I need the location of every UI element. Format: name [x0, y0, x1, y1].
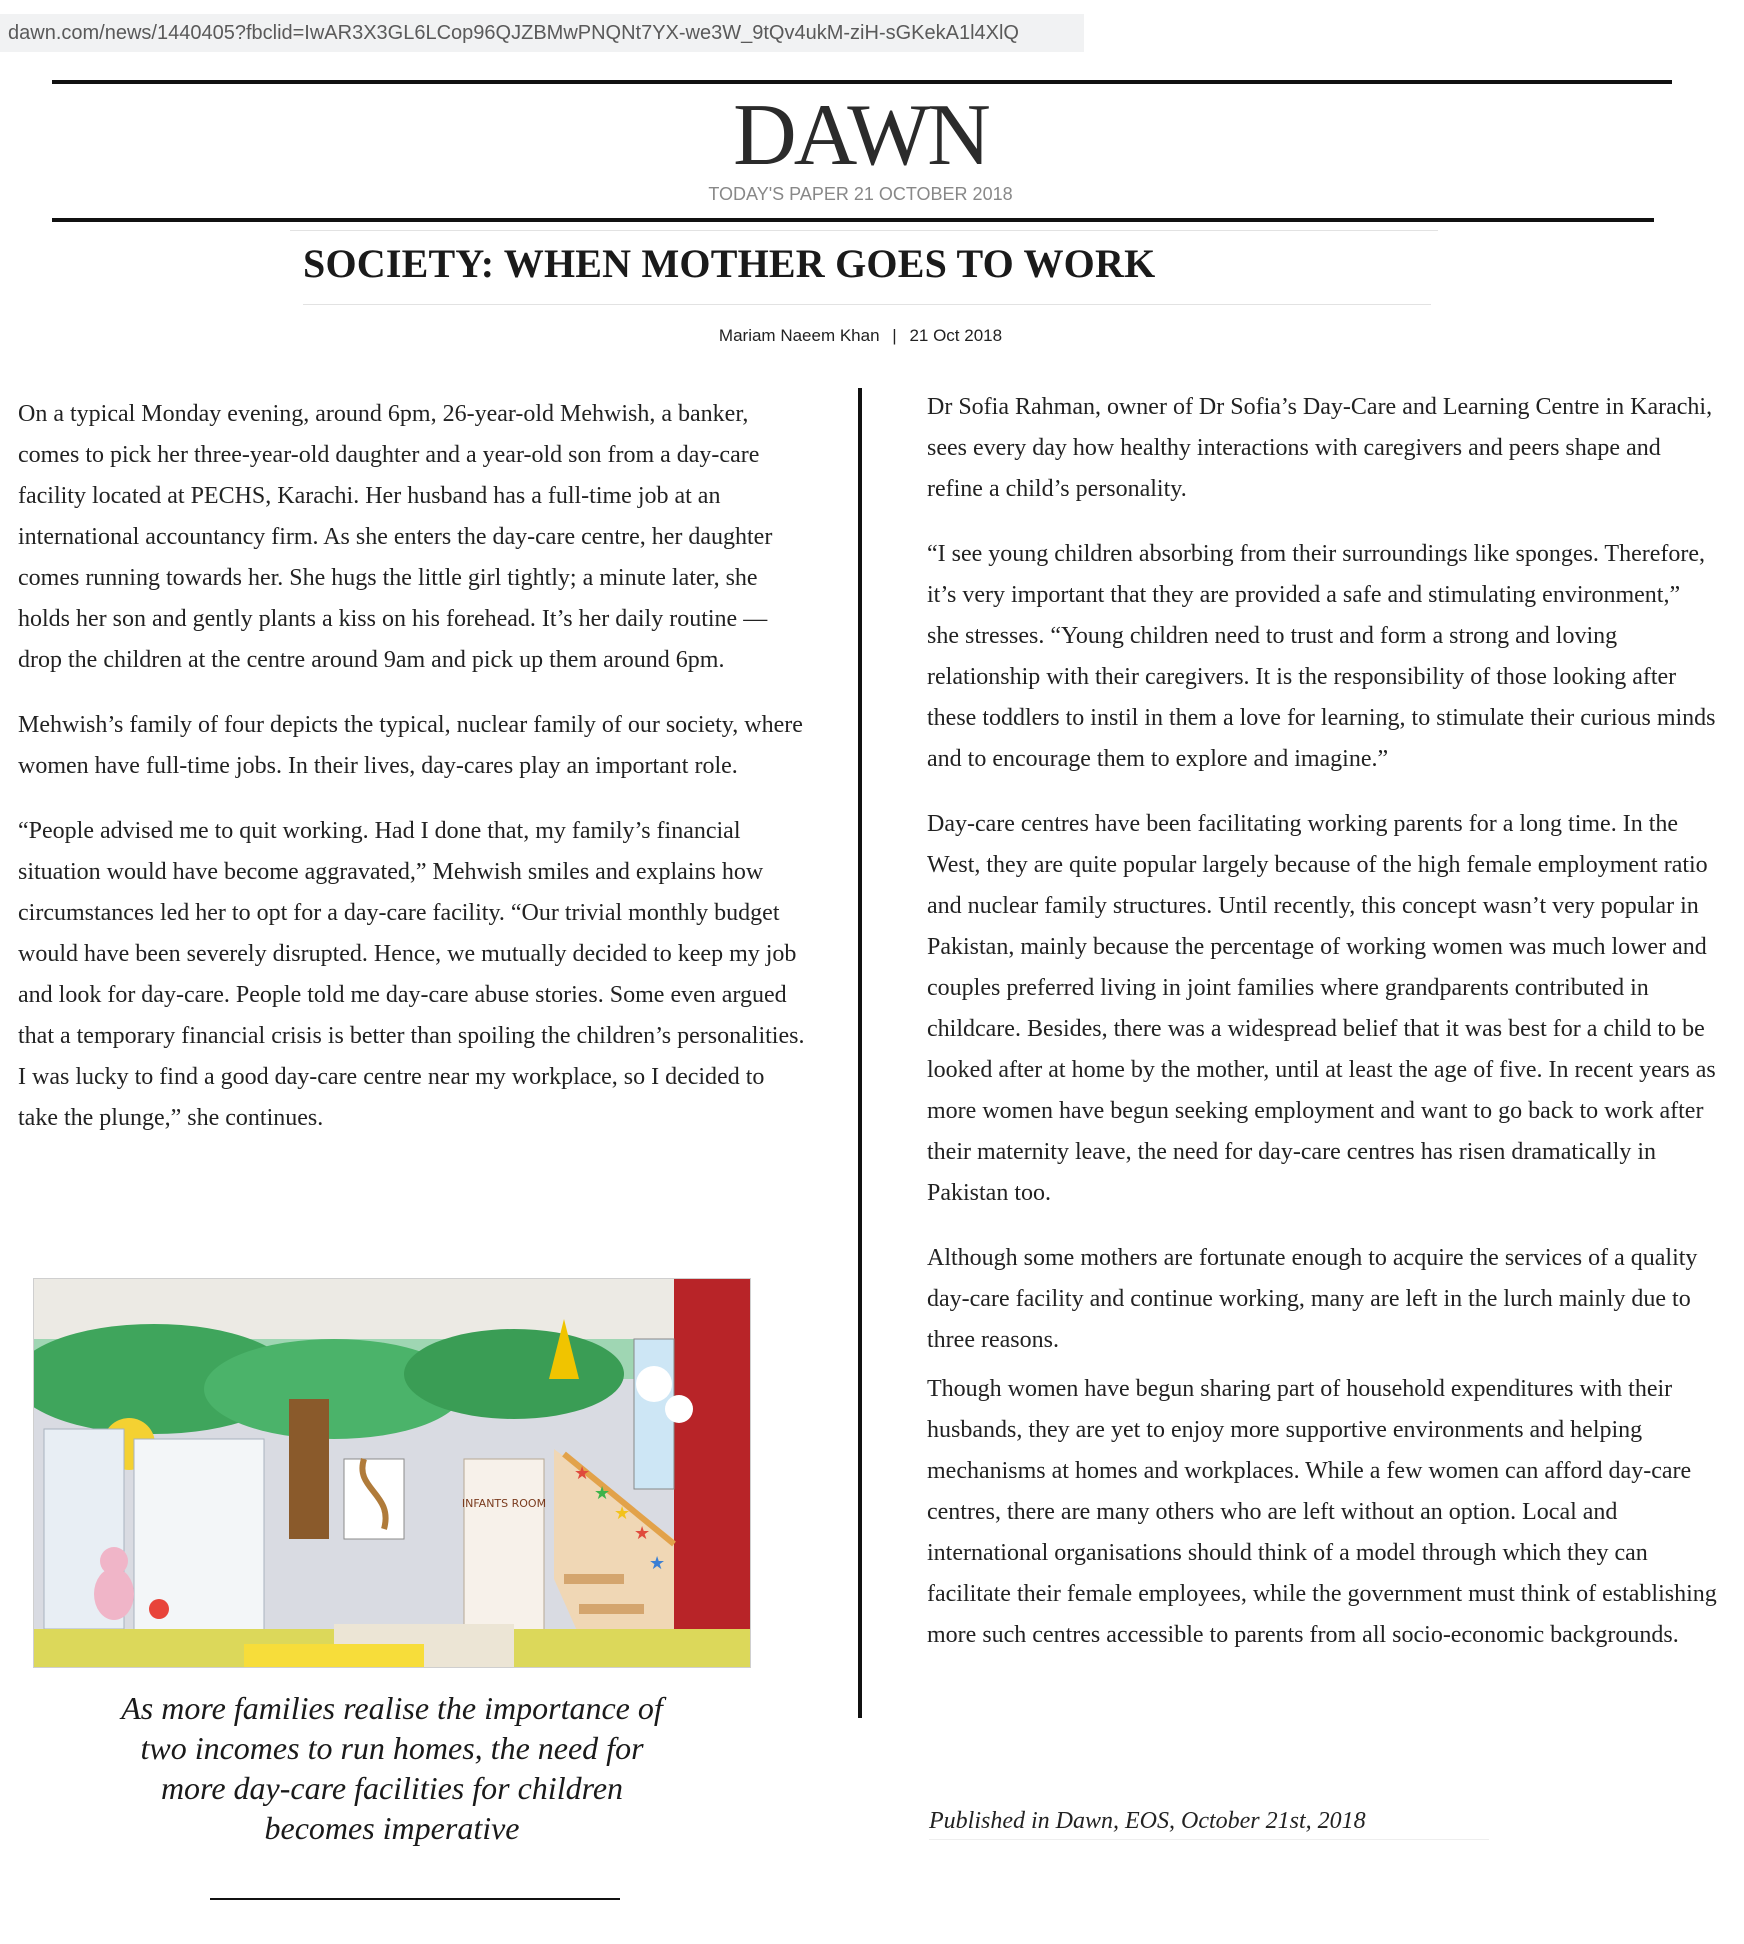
daycare-room-illustration: [34, 1279, 751, 1668]
address-bar[interactable]: [0, 14, 1084, 52]
svg-text:★: ★: [594, 1483, 611, 1504]
svg-text:★: ★: [649, 1553, 666, 1574]
door-sign-text: INFANTS ROOM: [461, 1497, 547, 1510]
pull-quote: As more families realise the importance of two incomes to run homes, the need for more day-care facilities for children becomes imperative: [121, 1690, 663, 1846]
paragraph: Though women have begun sharing part of household expenditures with their husbands, they are yet to enjoy more supportive environments and helping mechanisms at homes and workplaces. While a few women can afford day-care centres, there are many others who are left without an option. Local and international organisations should think of a model through which they can facilitate their female employees, while the government must think of establishing more such centres accessible to parents from all socio-economic backgrounds.: [927, 1376, 1717, 1648]
article-left-column: [18, 394, 808, 1163]
masthead-bottom-rule: [52, 218, 1654, 222]
daycare-photo: [33, 1278, 751, 1668]
svg-text:★: ★: [574, 1463, 591, 1484]
published-note: Published in Dawn, EOS, October 21st, 2018: [929, 1808, 1489, 1840]
article-headline: SOCIETY: WHEN MOTHER GOES TO WORK: [303, 241, 1156, 286]
paragraph: “I see young children absorbing from their surroundings like sponges. Therefore, it’s very important that they are provided a safe and stimulating environment,” she stresses. “Young children need to trust and form a strong and loving relationship with their caregivers. It is the responsibility of those looking after these toddlers to instil in them a love for learning, to stimulate their curious minds and to encourage them to explore and imagine.”: [927, 541, 1716, 772]
top-rule: [52, 80, 1672, 84]
paragraph: Day-care centres have been facilitating working parents for a long time. In the West, they are quite popular largely because of the high female employment ratio and nuclear family structures. Until recently, this concept wasn’t very popular in Pakistan, mainly because the percentage of working women was much lower and couples preferred living in joint families where grandparents contributed in childcare. Besides, there was a widespread belief that it was best for a child to be looked after at home by the mother, until at least the age of five. In recent years as more women have begun seeking employment and want to go back to work after their maternity leave, the need for day-care centres has risen dramatically in Pakistan too.: [927, 811, 1716, 1206]
dawn-logo[interactable]: DAWN: [733, 87, 988, 184]
paragraph: Dr Sofia Rahman, owner of Dr Sofia’s Day-Care and Learning Centre in Karachi, sees every day how healthy interactions with caregivers and peers shape and refine a child’s personality.: [927, 394, 1713, 502]
svg-text:★: ★: [634, 1523, 651, 1544]
paragraph: On a typical Monday evening, around 6pm, 26-year-old Mehwish, a banker, comes to pick her three-year-old daughter and a year-old son from a day-care facility located at PECHS, Karachi. Her husband has a full-time job at an international accountancy firm. As she enters the day-care centre, her daughter comes running towards her. She hugs the little girl tightly; a minute later, she holds her son and gently plants a kiss on his forehead. It’s her daily routine — drop the children at the centre around 9am and pick up them around 6pm.: [18, 401, 773, 673]
paragraph: “People advised me to quit working. Had I done that, my family’s financial situation would have become aggravated,” Mehwish smiles and explains how circumstances led her to opt for a day-care facility. “Our trivial monthly budget would have been severely disrupted. Hence, we mutually decided to keep my job and look for day-care. People told me day-care abuse stories. Some even argued that a temporary financial crisis is better than spoiling the children’s personalities. I was lucky to find a good day-care centre near my workplace, so I decided to take the plunge,” she continues.: [18, 818, 805, 1131]
author-name[interactable]: Mariam Naeem Khan: [718, 326, 880, 345]
byline: [0, 326, 1721, 346]
paragraph: Mehwish’s family of four depicts the typical, nuclear family of our society, where women have full-time jobs. In their lives, day-cares play an important role.: [18, 712, 803, 779]
column-divider: [858, 388, 862, 1718]
headline-top-hairline: [290, 230, 1438, 231]
svg-text:★: ★: [614, 1503, 631, 1524]
todays-paper-line: TODAY'S PAPER 21 OCTOBER 2018: [708, 184, 1013, 204]
paragraph: Although some mothers are fortunate enough to acquire the services of a quality day-care facility and continue working, many are left in the lurch mainly due to three reasons.: [927, 1245, 1698, 1353]
byline-separator: |: [892, 326, 897, 345]
url-text: dawn.com/news/1440405?fbclid=IwAR3X3GL6LCop96QJZBMwPNQNt7YX-we3W_9tQv4ukM-ziH-sGKekA1l4XlQ: [8, 22, 1019, 44]
article-right-column: [927, 387, 1717, 1680]
door-sign: [462, 1489, 546, 1531]
pull-quote-rule: [210, 1898, 620, 1900]
headline-bottom-hairline: [303, 304, 1431, 305]
article-date: 21 Oct 2018: [909, 326, 1003, 345]
